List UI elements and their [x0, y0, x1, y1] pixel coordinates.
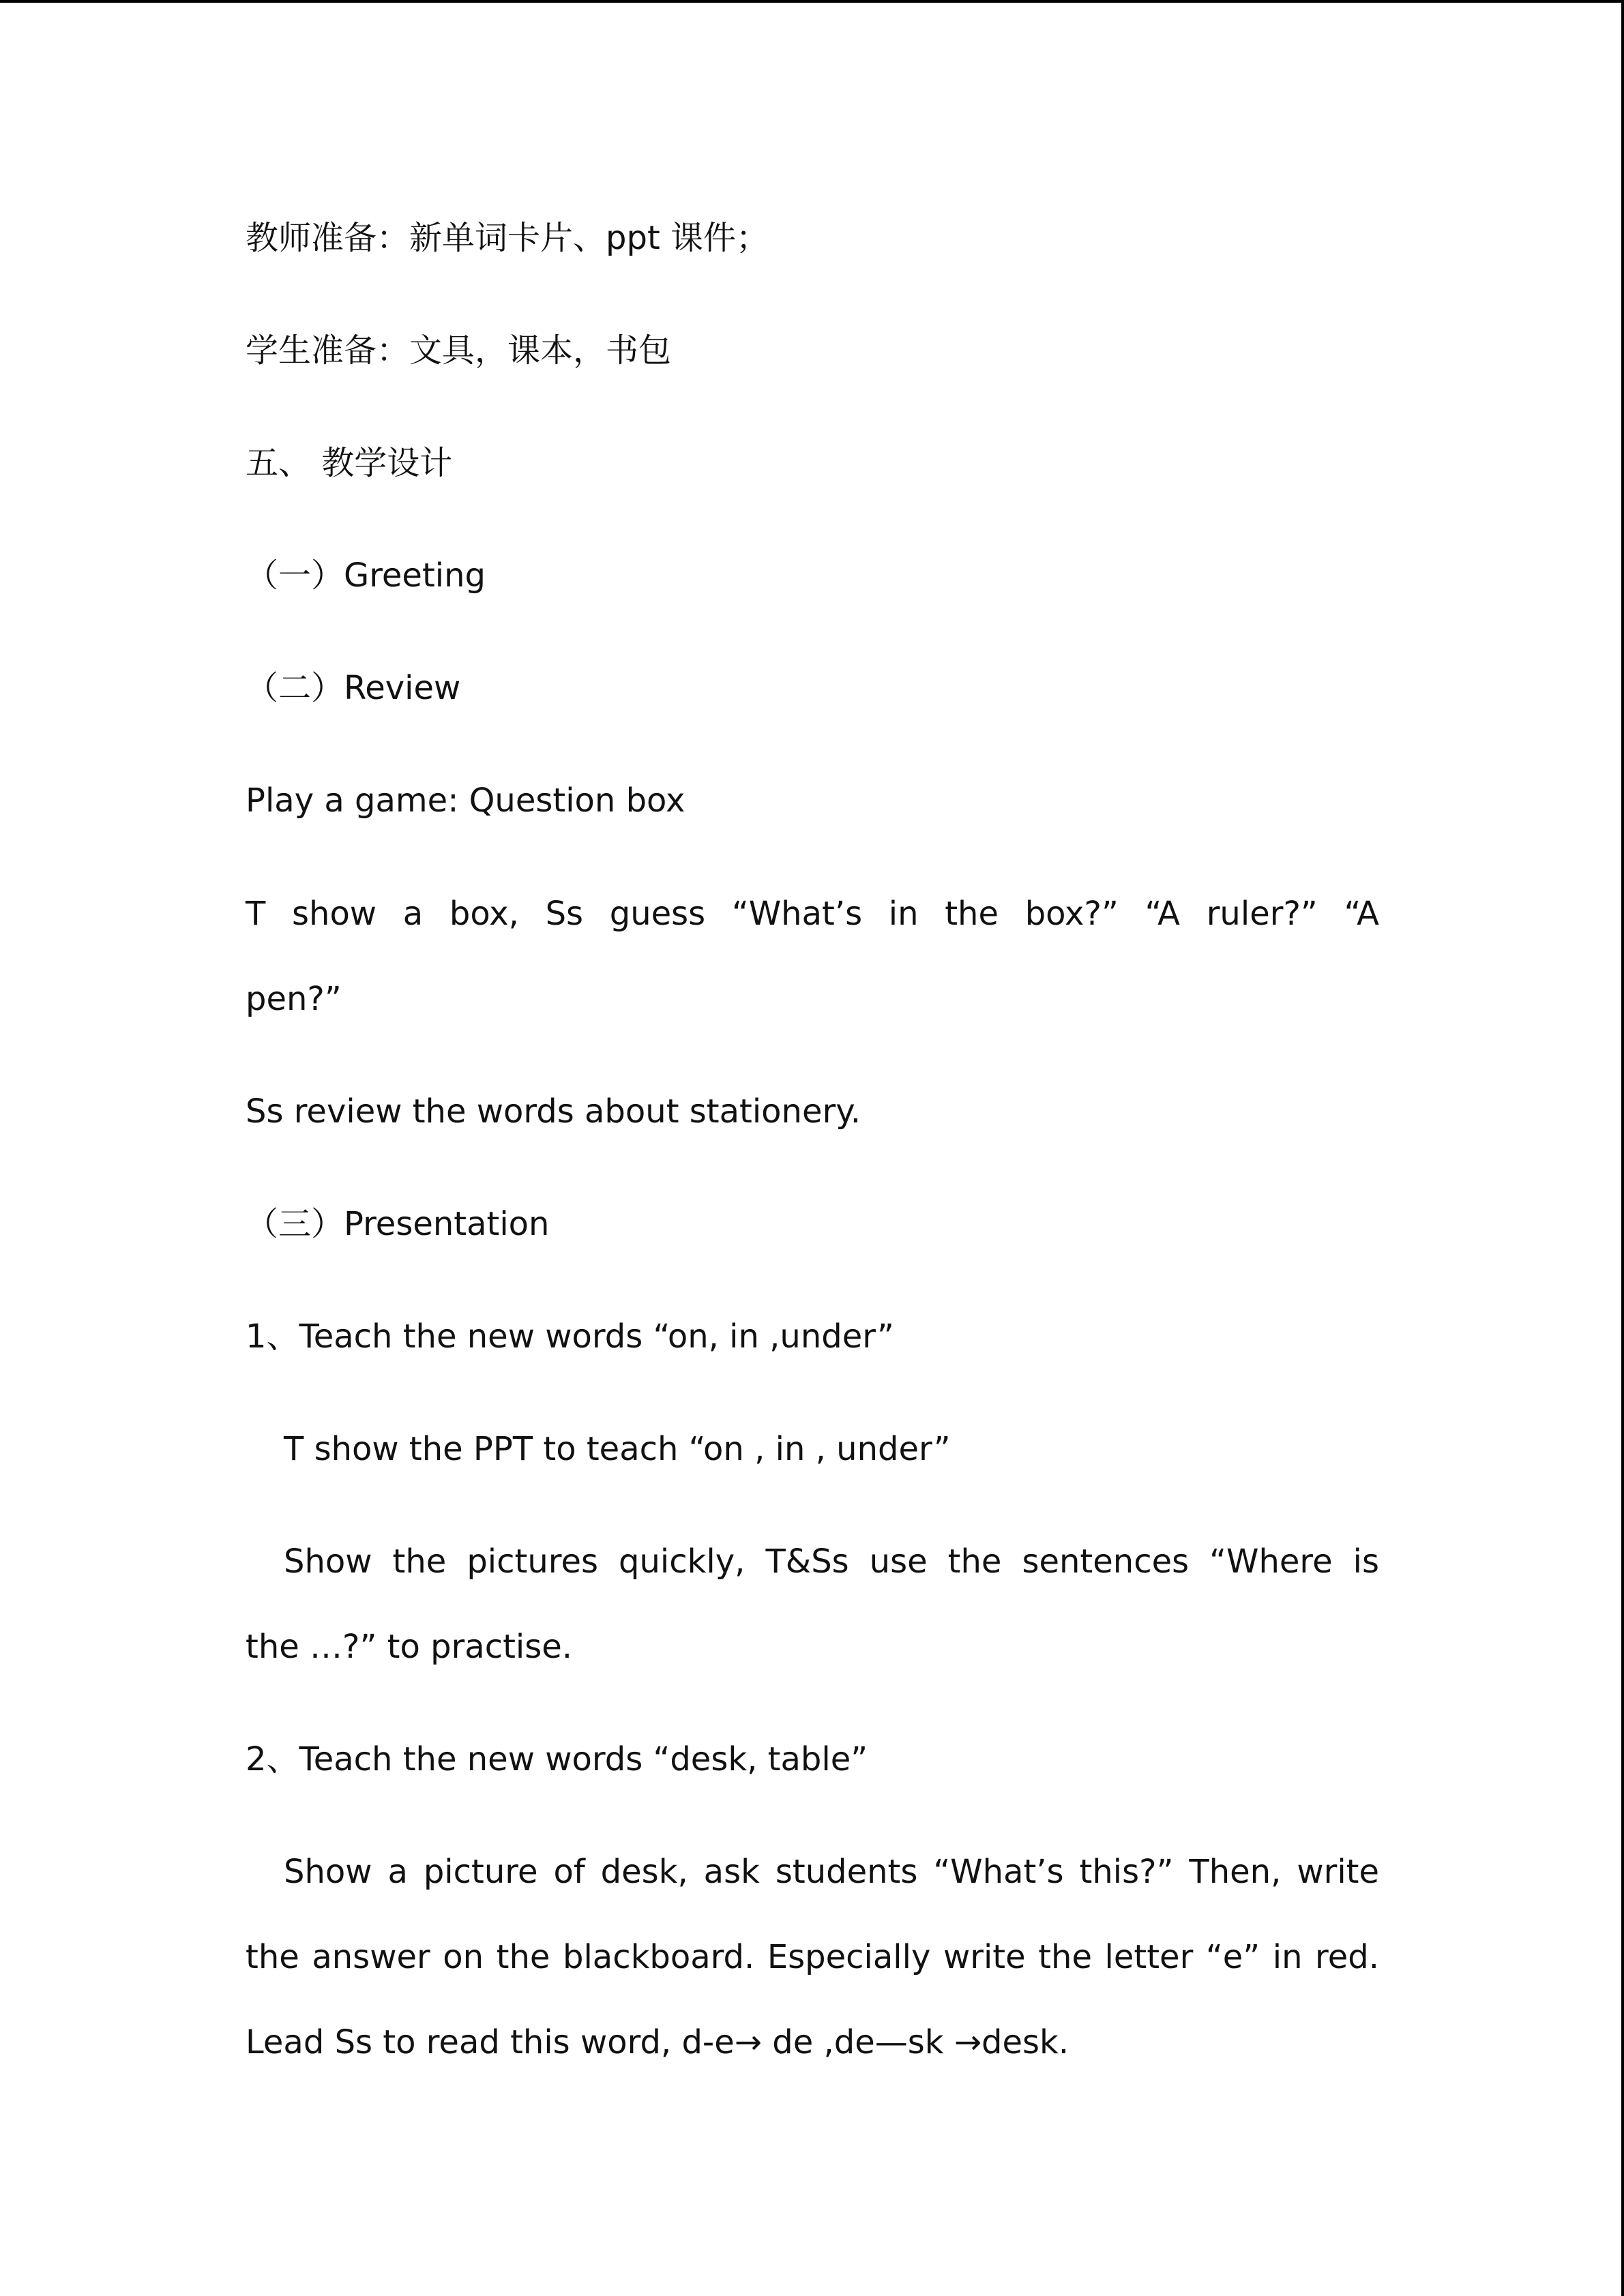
- step-heading: 2、Teach the new words “desk, table”: [246, 1740, 868, 1778]
- teacher-preparation: 教师准备：新单词卡片、ppt 课件；: [246, 219, 769, 257]
- student-preparation: 学生准备：文具，课本，书包: [246, 331, 672, 370]
- section-heading: 五、 教学设计: [246, 444, 453, 482]
- paragraph-line: T show a box, Ss guess “What’s in the box?” “A ruler?” “A: [246, 895, 1379, 933]
- subsection-greeting: （一）Greeting: [246, 556, 486, 595]
- paragraph-line: pen?”: [246, 980, 342, 1018]
- subsection-presentation: （三）Presentation: [246, 1205, 550, 1243]
- paragraph-line: Ss review the words about stationery.: [246, 1092, 861, 1131]
- paragraph-line: Show a picture of desk, ask students “What’s this?” Then, write: [284, 1853, 1379, 1891]
- paragraph-line: the answer on the blackboard. Especially write the letter “e” in red.: [246, 1938, 1379, 1976]
- top-border: [0, 0, 1624, 3]
- paragraph-line: Lead Ss to read this word, d-e→ de ,de—sk →desk.: [246, 2023, 1069, 2061]
- game-title: Play a game: Question box: [246, 781, 685, 820]
- step-heading: 1、Teach the new words “on, in ,under”: [246, 1317, 894, 1356]
- right-border: [1621, 0, 1624, 2296]
- paragraph-line: Show the pictures quickly, T&Ss use the sentences “Where is: [284, 1542, 1379, 1581]
- paragraph-line: T show the PPT to teach “on , in , under”: [284, 1430, 951, 1468]
- paragraph-line: the …?” to practise.: [246, 1628, 573, 1666]
- subsection-review: （二）Review: [246, 669, 461, 707]
